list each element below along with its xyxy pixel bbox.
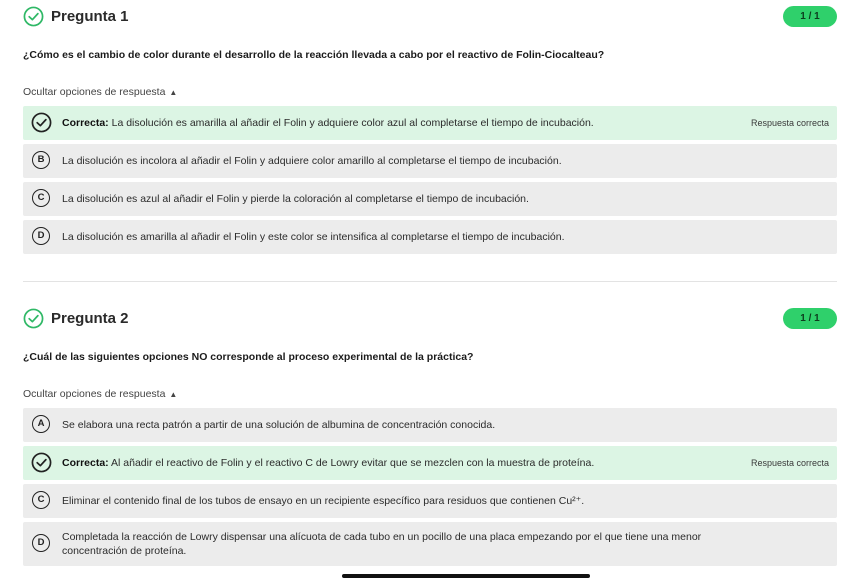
option-letter-d: D bbox=[32, 534, 50, 552]
option-b[interactable] bbox=[23, 144, 837, 178]
option-text: Se elabora una recta patrón a partir de una solución de albumina de concentración conocida. bbox=[62, 419, 496, 431]
caret-up-icon: ▲ bbox=[169, 88, 178, 97]
home-indicator[interactable] bbox=[342, 574, 590, 578]
toggle-options-button[interactable] bbox=[23, 388, 177, 400]
result-label: Respuesta correcta bbox=[750, 118, 829, 128]
question-title: Pregunta 1 bbox=[51, 8, 129, 25]
check-circle-icon bbox=[23, 6, 44, 27]
option-text: La disolución es amarilla al añadir el Folin y este color se intensifica al completarse el tiempo de incubación. bbox=[62, 231, 565, 243]
question-text: ¿Cuál de las siguientes opciones NO corresponde al proceso experimental de la práctica? bbox=[23, 351, 474, 363]
option-d[interactable] bbox=[23, 522, 837, 566]
option-d[interactable] bbox=[23, 220, 837, 254]
question-1 bbox=[23, 4, 837, 243]
question-header bbox=[23, 4, 837, 30]
divider bbox=[23, 281, 837, 282]
question-2 bbox=[23, 306, 837, 557]
question-header bbox=[23, 306, 837, 332]
option-letter-d: D bbox=[32, 227, 50, 245]
score-badge: 1 / 1 bbox=[783, 6, 837, 27]
correct-label: Correcta: bbox=[62, 457, 109, 469]
result-label: Respuesta correcta bbox=[750, 458, 829, 468]
question-title: Pregunta 2 bbox=[51, 310, 129, 327]
check-circle-icon bbox=[23, 308, 44, 329]
option-text: La disolución es incolora al añadir el Folin y adquiere color amarillo al completarse el tiempo de incubación. bbox=[62, 155, 562, 167]
check-circle-icon bbox=[31, 112, 52, 133]
check-circle-icon bbox=[31, 452, 52, 473]
toggle-options-button[interactable] bbox=[23, 86, 177, 98]
option-letter-a: A bbox=[32, 415, 50, 433]
option-c[interactable] bbox=[23, 484, 837, 518]
option-text-value: Al añadir el reactivo de Folin y el reactivo C de Lowry evitar que se mezclen con la muestra de proteína. bbox=[111, 457, 595, 469]
caret-up-icon: ▲ bbox=[169, 390, 178, 399]
option-text bbox=[62, 456, 727, 470]
option-text bbox=[62, 116, 727, 130]
option-b[interactable] bbox=[23, 446, 837, 480]
option-text-value: La disolución es amarilla al añadir el Folin y adquiere color azul al completarse el tiempo de incubación. bbox=[111, 117, 594, 129]
option-text: Completada la reacción de Lowry dispensar una alícuota de cada tubo en un pocillo de una placa empezando por el que tiene una menor concentración de proteína. bbox=[62, 531, 702, 557]
question-text: ¿Cómo es el cambio de color durante el desarrollo de la reacción llevada a cabo por el reactivo de Folin-Ciocalteau? bbox=[23, 49, 605, 61]
option-text: La disolución es azul al añadir el Folin y pierde la coloración al completarse el tiempo de incubación. bbox=[62, 193, 529, 205]
option-text: Eliminar el contenido final de los tubos de ensayo en un recipiente específico para residuos que contienen Cu²⁺. bbox=[62, 495, 585, 507]
option-a[interactable] bbox=[23, 408, 837, 442]
option-letter-c: C bbox=[32, 491, 50, 509]
toggle-label: Ocultar opciones de respuesta bbox=[23, 388, 166, 400]
option-letter-b: B bbox=[32, 151, 50, 169]
correct-label: Correcta: bbox=[62, 117, 109, 129]
option-c[interactable] bbox=[23, 182, 837, 216]
score-badge: 1 / 1 bbox=[783, 308, 837, 329]
option-a[interactable] bbox=[23, 106, 837, 140]
toggle-label: Ocultar opciones de respuesta bbox=[23, 86, 166, 98]
option-letter-c: C bbox=[32, 189, 50, 207]
